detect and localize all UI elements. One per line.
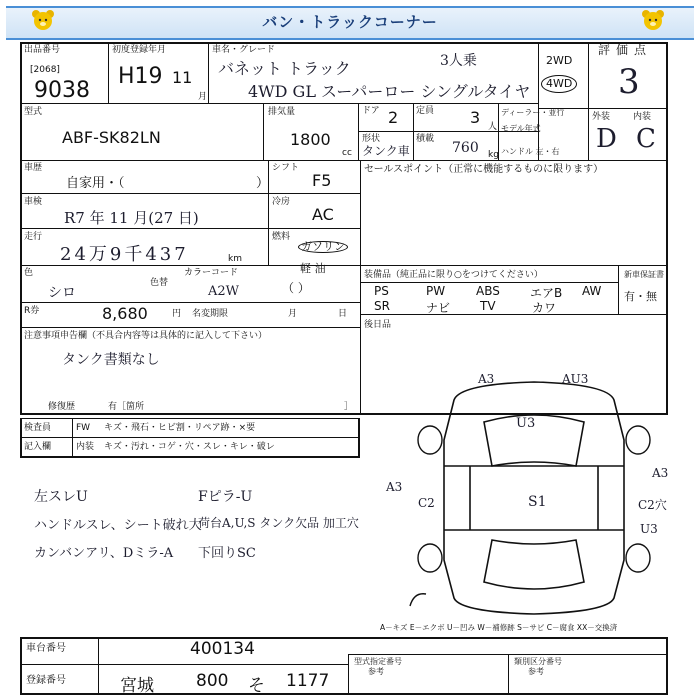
damage-mark: U3 [516,416,536,431]
registration-frame [20,637,668,695]
capacity-note: 3人乗 [440,53,477,69]
mileage-value: 24万9千437 [60,244,189,265]
inspection-value: R7 年 11 月(27 日) [64,209,199,227]
plate-class: 800 [196,671,229,691]
selling-points-label: セールスポイント（正常に機能するものに限ります） [364,164,604,175]
repair-close: ］ [344,402,354,412]
damage-mark: A3 [652,466,669,480]
name-change-day: 日 [338,309,348,319]
body-label: 形状 [362,134,381,144]
handwritten-note: ハンドルスレ、シート破れ大 [34,518,202,533]
load-unit: kg [488,150,499,160]
drive-4wd: 4WD [541,75,577,93]
registration-month-unit: 月 [198,92,208,102]
name-change-label: 名変期限 [192,309,229,319]
color-change-label: 色替 [150,278,169,288]
handwritten-note: Fピラ-U [198,489,253,505]
page-title: バン・トラックコーナー [262,13,438,31]
vehicle-grade: 4WD GL スーパーロー シングルタイヤ [248,82,531,101]
damage-legend: A－キズ E－エクボ U－凹み W－補修跡 S－サビ C－腐食 XX－交換済 [380,623,618,632]
check-row2-label: 記入欄 [24,442,52,452]
capacity-unit: 人 [488,122,498,132]
equip-navi: ナビ [426,301,451,315]
mirror-mark [410,594,426,606]
header-bar [6,6,694,40]
approval-label: 型式指定番号 [354,657,402,666]
registration-label: 初度登録年月 [112,45,167,55]
drive-2wd: 2WD [546,54,573,67]
repair-label: 修復歴 [48,402,76,412]
usage-label: 車歴 [24,163,43,173]
equip-airbag: エアB [530,286,563,300]
model-value: ABF-SK82LN [62,128,161,147]
handwritten-note: 下回りSC [198,546,256,561]
body-value: タンク車 [362,144,410,158]
warranty-label: 新車保証書 [624,270,664,279]
equip-ps: PS [374,284,389,298]
damage-mark: A3 [386,480,403,494]
fuel-other: （ ） [282,281,310,295]
interior-label: 内装 [633,112,652,122]
ac-value: AC [312,205,334,224]
wheel-front-right [626,426,650,454]
wheel-rear-right [626,544,650,572]
lot-number: 9038 [34,78,90,103]
plate-label: 登録番号 [26,675,66,686]
color-code-value: A2W [208,284,240,299]
mileage-label: 走行 [24,232,43,242]
registration-year: H19 [118,64,163,89]
handle-label: ハンドル 左・右 [501,147,560,156]
mileage-unit: km [228,254,242,264]
name-change-month: 月 [288,309,298,319]
fuel-diesel: 軽 油 [300,262,326,275]
check-row2-items: キズ・汚れ・コゲ・穴・スレ・キレ・破レ [104,442,275,452]
plate-number: 1177 [286,671,330,691]
equip-sr: SR [374,299,390,313]
doors-label: ドア [362,106,380,116]
equipment-label: 装備品（純正品に限り○をつけてください） [364,270,543,280]
fuel-gasoline: ガソリン [298,241,348,253]
after-items-label: 後日品 [364,320,392,330]
warranty-value: 有・無 [624,290,657,303]
lot-sub: [2068] [30,65,60,75]
vehicle-name: バネット トラック [218,59,351,78]
usage-value: 自家用・（ [66,176,125,191]
interior-score: C [636,124,656,154]
recycle-label: R券 [24,306,40,316]
shift-label: シフト [272,163,300,173]
notes-label: 注意事項申告欄（不具合内容等は具体的に記入して下さい） [24,331,268,341]
color-value: シロ [48,285,76,301]
chassis-number: 400134 [190,639,255,659]
bear-icon [30,8,56,32]
displacement-unit: cc [342,148,352,158]
lot-label: 出品番号 [24,45,61,55]
check-row2-sub: 内装 [76,442,95,452]
equip-leather: カワ [532,301,557,315]
bear-icon [640,8,666,32]
shift-value: F5 [312,171,332,190]
inspection-label: 車検 [24,197,43,207]
name-label: 車名・グレード [212,45,276,55]
ac-label: 冷房 [272,197,291,207]
dealer-label: ディーラー・並行 [501,108,565,117]
color-code-label: カラーコード [184,268,239,278]
doors-value: 2 [388,108,399,127]
equip-tv: TV [480,299,496,313]
load-label: 積載 [416,134,435,144]
color-label: 色 [24,268,34,278]
damage-mark: C2穴 [638,498,667,512]
handwritten-note: 左スレU [34,489,88,505]
check-row1-items: キズ・飛石・ヒビ割・リペア跡・×要 [104,423,256,433]
notes-value: タンク書類なし [62,352,160,368]
approval-ref: 参考 [368,667,384,676]
equip-pw: PW [426,284,446,298]
handwritten-note: カンバンアリ、Dミラ-A [34,546,174,561]
handwritten-note: 荷台A,U,S タンク欠品 加工穴 [198,516,359,530]
displacement-value: 1800 [290,130,331,149]
class-number-ref: 参考 [528,667,544,676]
damage-mark: AU3 [562,372,589,386]
wheel-rear-left [418,544,442,572]
recycle-unit: 円 [172,309,182,319]
wheel-front-left [418,426,442,454]
repair-value: 有［箇所 [108,402,145,412]
equip-abs: ABS [476,284,500,298]
score-value: 3 [618,62,640,102]
check-row1-label: 検査員 [24,423,52,433]
damage-mark: S1 [528,494,547,510]
check-row1-sub: FW [76,423,91,433]
capacity-value: 3 [470,108,481,127]
damage-mark: U3 [640,522,658,536]
exterior-label: 外装 [592,112,611,122]
damage-mark: A3 [478,372,495,386]
fuel-label: 燃料 [272,232,291,242]
registration-month: 11 [172,68,193,87]
model-label: 型式 [24,107,43,117]
equip-aw: AW [582,284,602,298]
capacity-label: 定員 [416,106,435,116]
usage-close: ） [256,176,270,191]
class-number-label: 類別区分番号 [514,657,562,666]
rear-window [484,540,584,589]
damage-mark: C2 [418,496,435,510]
recycle-value: 8,680 [102,304,148,323]
load-value: 760 [452,140,479,156]
exterior-score: D [596,124,617,154]
plate-region: 宮城 [120,676,154,696]
plate-kana: そ [248,676,265,696]
displacement-label: 排気量 [268,107,296,117]
model-year-label: モデル年式 [501,124,541,133]
chassis-label: 車台番号 [26,643,66,654]
score-label: 評価点 [598,43,653,57]
